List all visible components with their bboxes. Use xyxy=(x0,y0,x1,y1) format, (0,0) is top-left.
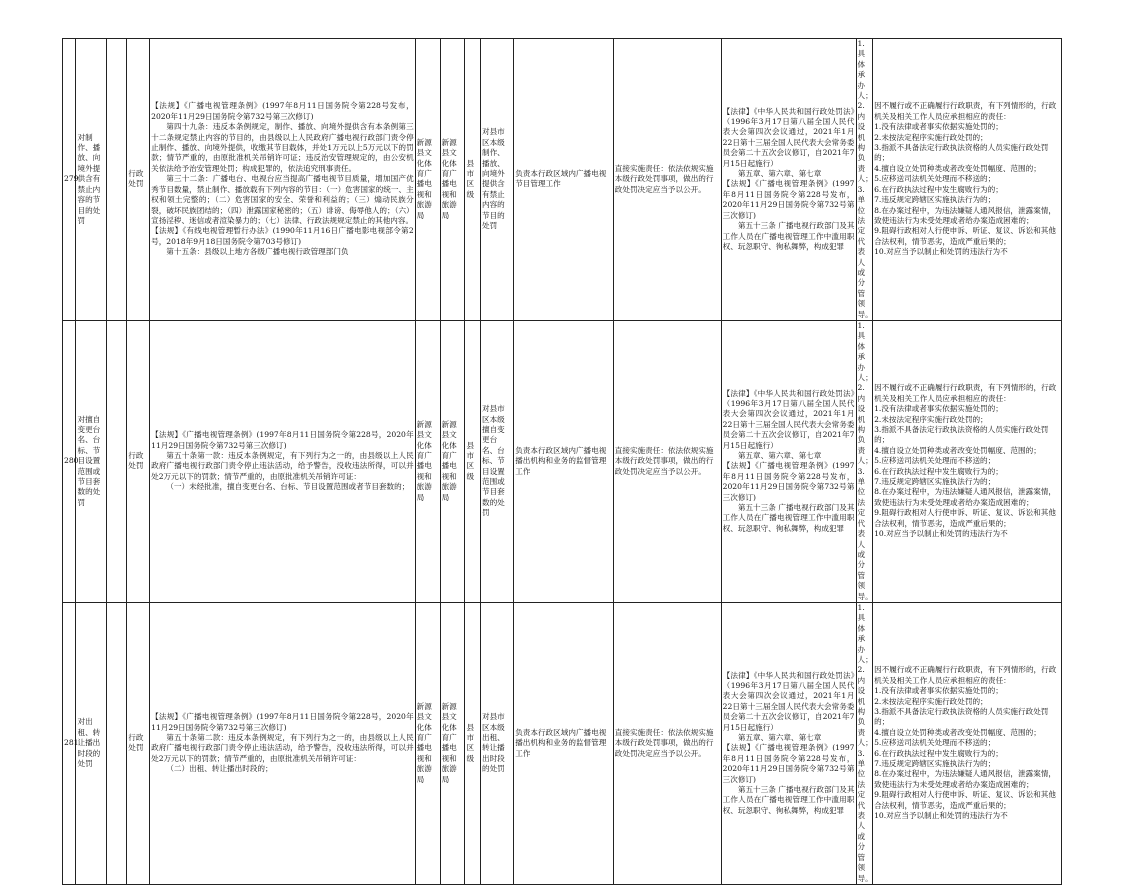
duty-content: 直接实施责任：依法依规实施本级行政处罚事项，做出的行政处罚决定应当予以公开。 xyxy=(613,39,721,321)
accountability-line: 6.在行政执法过程中发生腐败行为的； xyxy=(874,466,1003,476)
legal-basis xyxy=(150,39,416,321)
accountability-line: 9.阻碍行政相对人行使申诉、听证、复议、诉讼和其他合法权利，情节恶劣，造成严重后果的； xyxy=(874,790,1056,810)
accountability-line: 5.应移送司法机关处理而不移送的； xyxy=(874,456,996,466)
basis-line: 第五十条第一款：违反本条例规定，有下列行为之一的，由县级以上人民政府广播电视行政部门责令停止违法活动，给予警告，没收违法所得，可以并处2万元以下的罚款；情节严重的，由原批准机关吊销许可证： xyxy=(151,451,414,481)
exercise-scope: 对县市区本级制作、播放、向境外提供含有禁止内容的节目的处罚 xyxy=(481,39,514,321)
basis-line: 【法规】《广播电视管理条例》(1997年8月11日国务院令第228号，2020年11月29日国务院令第732号第三次修订) xyxy=(151,712,414,732)
legal-basis xyxy=(150,602,416,884)
accountability-line: 2.未按法定程序实施行政处罚的； xyxy=(874,132,988,142)
basis-line: 第四十九条：违反本条例规定，制作、播放、向境外提供含有本条例第三十二条规定禁止内容的节目的，由县级以上人民政府广播电视行政部门责令停止制作、播放、向境外提供，收缴其节目载体，并处1万元以上5万元以下的罚款；情节严重的，由原批准机关吊销许可证；违反治安管理规定的，由公安机关依法给予治安管理处罚；构成犯罪的，依法追究刑事责任。 xyxy=(151,122,414,173)
responsible-department: 新源县文化体育广播电视和旅游局 xyxy=(440,39,465,321)
law-line: 【法规】《广播电视管理条例》(1997年8月11日国务院令第228号发布，2020年11月29日国务院令第732号第三次修订) xyxy=(722,743,855,784)
accountability-line: 因不履行或不正确履行行政职责，有下列情形的，行政机关及相关工作人员应承担相应的责任： xyxy=(874,101,1057,121)
responsible-department: 新源县文化体育广播电视和旅游局 xyxy=(440,602,465,884)
accountability-line: 8.在办案过程中，为违法嫌疑人通风报信，泄露案情，致使违法行为未受处理或者给办案造成困难的； xyxy=(874,769,1056,789)
law-basis xyxy=(721,602,856,884)
accountability-line: 10.对应当予以制止和处罚的违法行为不 xyxy=(874,247,1008,257)
law-line: 【法规】《广播电视管理条例》(1997年8月11日国务院令第228号发布，2020年11月29日国务院令第732号第三次修订) xyxy=(722,179,855,220)
accountability-line: 8.在办案过程中，为违法嫌疑人通风报信，泄露案情，致使违法行为未受处理或者给办案造成困难的； xyxy=(874,205,1056,225)
exercise-scope: 对县市区本级擅自变更台名、台标、节目设置范围或节目套数的处罚 xyxy=(481,320,514,602)
table-row xyxy=(63,320,1062,602)
accountability-line: 3.指派不具备法定行政执法资格的人员实施行政处罚的； xyxy=(874,425,1049,445)
accountability-line: 4.擅自设立处罚种类或者改变处罚幅度、范围的； xyxy=(874,445,1041,455)
basis-line: （一）未经批准，擅自变更台名、台标、节目设置范围或者节目套数的； xyxy=(166,482,410,492)
accountability-line: 9.阻碍行政相对人行使申诉、听证、复议、诉讼和其他合法权利，情节恶劣，造成严重后果的； xyxy=(874,508,1056,528)
responsible-department: 新源县文化体育广播电视和旅游局 xyxy=(440,320,465,602)
responsible-persons: 1.具体承办人；2.内设机构负责人；3.单位法定代表人或分管领导。 xyxy=(857,39,873,319)
duty-unit: 负责本行政区域内广播电视播出机构和业务的监督管理工作 xyxy=(514,602,614,884)
item-type: 行政处罚 xyxy=(127,320,150,602)
law-line: 【法律】《中华人民共和国行政处罚法》（1996年3月17日第八届全国人民代表大会第四次会议通过，2021年1月22日第十三届全国人民代表大会常务委员会第二十五次会议修订，自2021年7月15日起施行） xyxy=(722,106,855,168)
accountability-line: 10.对应当予以制止和处罚的违法行为不 xyxy=(874,529,1008,539)
law-basis xyxy=(721,39,856,321)
row-number: 279 xyxy=(63,39,76,321)
accountability-line: 10.对应当予以制止和处罚的违法行为不 xyxy=(874,811,1008,821)
basis-line: 【法规】《广播电视管理条例》(1997年8月11日国务院令第228号发布，2020年11月29日国务院令第732号第三次修订) xyxy=(151,101,414,121)
empty-cell xyxy=(106,320,127,602)
law-line: 第五十三条 广播电视行政部门及其工作人员在广播电视管理工作中滥用职权、玩忽职守、徇私舞弊，构成犯罪 xyxy=(722,503,855,533)
accountability-line: 8.在办案过程中，为违法嫌疑人通风报信，泄露案情，致使违法行为未受处理或者给办案造成困难的； xyxy=(874,487,1056,507)
accountability-line: 9.阻碍行政相对人行使申诉、听证、复议、诉讼和其他合法权利，情节恶劣，造成严重后果的； xyxy=(874,226,1056,246)
basis-line: （二）出租、转让播出时段的； xyxy=(166,764,273,774)
row-number: 280 xyxy=(63,320,76,602)
accountability xyxy=(873,602,1062,884)
accountability-line: 1.没有法律或者事实依据实施处罚的； xyxy=(874,122,1003,132)
law-line: 【法律】《中华人民共和国行政处罚法》（1996年3月17日第八届全国人民代表大会第四次会议通过，2021年1月22日第十三届全国人民代表大会常务委员会第二十五次会议修订，自2021年7月15日起施行） xyxy=(722,670,855,732)
implementing-subject: 新源县文化体育广播电视和旅游局 xyxy=(415,39,440,321)
accountability-line: 7.违反规定跨辖区实施执法行为的； xyxy=(874,195,996,205)
accountability-line: 1.没有法律或者事实依据实施处罚的； xyxy=(874,404,1003,414)
basis-line: 第三十二条：广播电台、电视台应当提高广播电视节目质量，增加国产优秀节目数量，禁止制作、播放载有下列内容的节目：（一）危害国家的统一、主权和领土完整的；（二）危害国家的安全、荣誉和利益的；（三）煽动民族分裂，破坏民族团结的；（四）泄露国家秘密的；（五）诽谤、侮辱他人的；（六）宣扬淫秽、迷信或者渲染暴力的；（七）法律、行政法规规定禁止的其他内容。 xyxy=(151,174,414,225)
accountability-line: 3.指派不具备法定行政执法资格的人员实施行政处罚的； xyxy=(874,707,1049,727)
basis-line: 第十五条：县级以上地方各级广播电视行政管理部门负 xyxy=(166,247,349,257)
accountability xyxy=(873,320,1062,602)
accountability-line: 因不履行或不正确履行行政职责，有下列情形的，行政机关及相关工作人员应承担相应的责任： xyxy=(874,665,1057,685)
accountability-line: 4.擅自设立处罚种类或者改变处罚幅度、范围的； xyxy=(874,163,1041,173)
power-list-table xyxy=(62,38,1062,885)
item-type: 行政处罚 xyxy=(127,39,150,321)
exercise-level: 县市区级 xyxy=(465,602,481,884)
table-row xyxy=(63,602,1062,884)
empty-cell xyxy=(106,602,127,884)
basis-line: 【法规】《广播电视管理条例》(1997年8月11日国务院令第228号，2020年11月29日国务院令第732号第三次修订) xyxy=(151,430,414,450)
accountability-line: 2.未按法定程序实施行政处罚的； xyxy=(874,696,988,706)
duty-content: 直接实施责任：依法依规实施本级行政处罚事项，做出的行政处罚决定应当予以公开。 xyxy=(613,602,721,884)
accountability-line: 3.指派不具备法定行政执法资格的人员实施行政处罚的； xyxy=(874,143,1049,163)
implementing-subject: 新源县文化体育广播电视和旅游局 xyxy=(415,602,440,884)
table-row xyxy=(63,39,1062,321)
duty-content: 直接实施责任：依法依规实施本级行政处罚事项，做出的行政处罚决定应当予以公开。 xyxy=(613,320,721,602)
law-line: 第五章、第六章、第七章 xyxy=(737,169,822,179)
law-basis xyxy=(721,320,856,602)
law-line: 【法律】《中华人民共和国行政处罚法》（1996年3月17日第八届全国人民代表大会第四次会议通过，2021年1月22日第十三届全国人民代表大会常务委员会第二十五次会议修订，自2021年7月15日起施行） xyxy=(722,388,855,450)
legal-basis xyxy=(150,320,416,602)
basis-line: 第五十条第二款：违反本条例规定，有下列行为之一的，由县级以上人民政府广播电视行政部门责令停止违法活动，给予警告，没收违法所得，可以并处2万元以下的罚款；情节严重的，由原批准机关吊销许可证： xyxy=(151,733,414,763)
law-line: 第五章、第六章、第七章 xyxy=(737,451,822,461)
accountability-line: 4.擅自设立处罚种类或者改变处罚幅度、范围的； xyxy=(874,727,1041,737)
accountability-line: 5.应移送司法机关处理而不移送的； xyxy=(874,174,996,184)
empty-cell xyxy=(106,39,127,321)
row-number: 281 xyxy=(63,602,76,884)
item-name: 对擅自变更台名、台标、节目设置范围或节目套数的处罚 xyxy=(76,320,106,602)
accountability-line: 7.违反规定跨辖区实施执法行为的； xyxy=(874,477,996,487)
exercise-scope: 对县市区本级出租、转让播出时段的处罚 xyxy=(481,602,514,884)
item-name: 对出租、转让播出时段的处罚 xyxy=(76,602,106,884)
accountability-line: 5.应移送司法机关处理而不移送的； xyxy=(874,738,996,748)
item-type: 行政处罚 xyxy=(127,602,150,884)
responsible-persons: 1.具体承办人；2.内设机构负责人；3.单位法定代表人或分管领导。 xyxy=(857,602,873,883)
accountability-line: 因不履行或不正确履行行政职责，有下列情形的，行政机关及相关工作人员应承担相应的责任： xyxy=(874,383,1057,403)
accountability-line: 6.在行政执法过程中发生腐败行为的； xyxy=(874,184,1003,194)
law-line: 第五十三条 广播电视行政部门及其工作人员在广播电视管理工作中滥用职权、玩忽职守、徇私舞弊，构成犯罪 xyxy=(722,221,855,251)
responsible-persons: 1.具体承办人；2.内设机构负责人；3.单位法定代表人或分管领导。 xyxy=(857,320,873,601)
duty-unit: 负责本行政区域内广播电视节目管理工作 xyxy=(514,39,614,321)
implementing-subject: 新源县文化体育广播电视和旅游局 xyxy=(415,320,440,602)
item-name: 对制作、播放、向境外提供含有禁止内容的节目的处罚 xyxy=(76,39,106,321)
accountability xyxy=(873,39,1062,321)
exercise-level: 县市区级 xyxy=(465,320,481,602)
accountability-line: 6.在行政执法过程中发生腐败行为的； xyxy=(874,748,1003,758)
duty-unit: 负责本行政区域内广播电视播出机构和业务的监督管理工作 xyxy=(514,320,614,602)
accountability-line: 2.未按法定程序实施行政处罚的； xyxy=(874,414,988,424)
accountability-line: 7.违反规定跨辖区实施执法行为的； xyxy=(874,759,996,769)
accountability-line: 1.没有法律或者事实依据实施处罚的； xyxy=(874,686,1003,696)
law-line: 【法规】《广播电视管理条例》(1997年8月11日国务院令第228号发布，2020年11月29日国务院令第732号第三次修订) xyxy=(722,461,855,502)
basis-line: 【法规】《有线电视管理暂行办法》(1990年11月16日广播电影电视部令第2号，2018年9月18日国务院令第703号修订) xyxy=(151,226,414,246)
law-line: 第五十三条 广播电视行政部门及其工作人员在广播电视管理工作中滥用职权、玩忽职守、徇私舞弊，构成犯罪 xyxy=(722,785,855,815)
exercise-level: 县市区级 xyxy=(465,39,481,321)
law-line: 第五章、第六章、第七章 xyxy=(737,733,822,743)
